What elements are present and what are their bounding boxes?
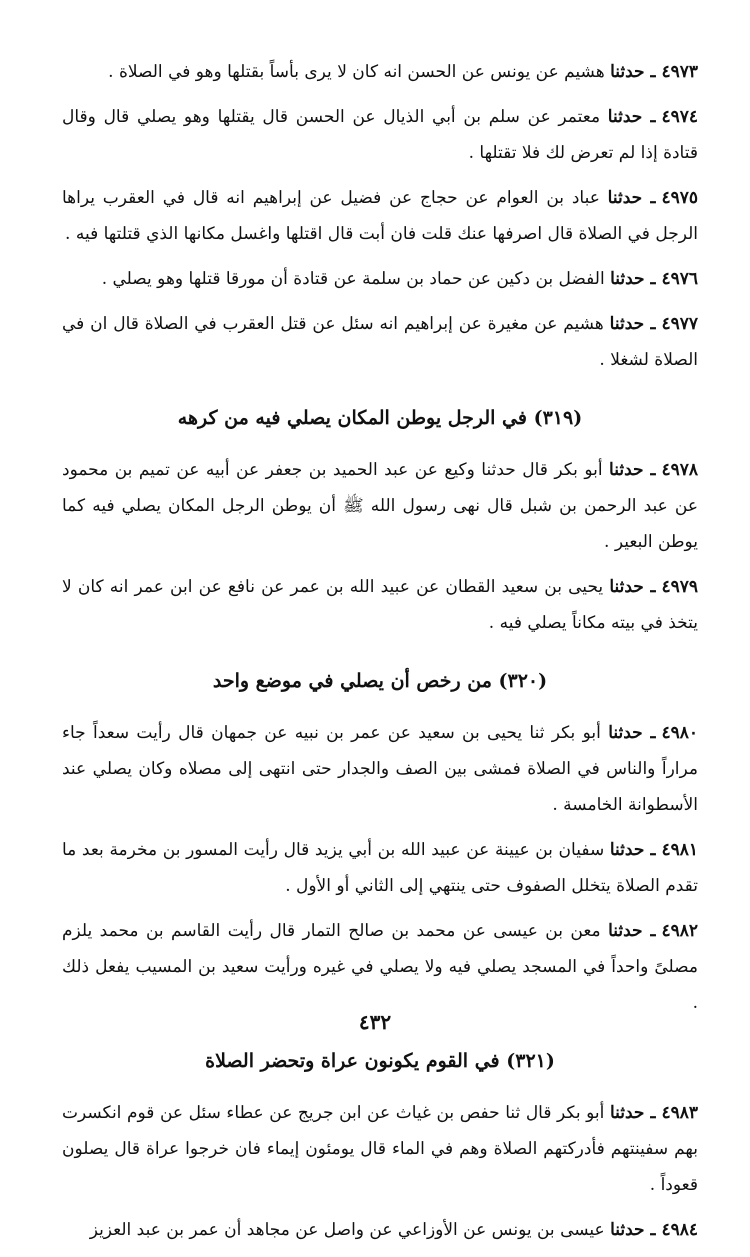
entry-intro: ـ حدثنا: [610, 1220, 656, 1240]
hadith-entry: [62, 452, 698, 560]
entry-number: ٤٩٨٠: [661, 723, 699, 743]
entry-intro: ـ حدثنا: [608, 723, 656, 743]
entry-intro: ـ حدثنا: [608, 921, 656, 941]
entry-number: ٤٩٨١: [661, 840, 699, 860]
page-number: ٤٣٢: [358, 1010, 392, 1034]
entry-number: ٤٩٨٤: [661, 1220, 698, 1240]
entry-text: هشيم عن مغيرة عن إبراهيم انه سئل عن قتل العقرب في الصلاة قال ان في الصلاة لشغلا .: [62, 314, 698, 370]
entry-number: ٤٩٧٧: [661, 314, 699, 334]
entry-text: أبو بكر قال حدثنا وكيع عن عبد الحميد بن جعفر عن أبيه عن تميم بن محمود عن عبد الرحمن بن شبل قال نهى رسول الله ﷺ أن يوطن الرجل المكان يصلي فيه كما يوطن البعير .: [62, 460, 698, 552]
hadith-entry: [62, 569, 698, 641]
hadith-entry: [62, 1212, 698, 1248]
entry-number: ٤٩٧٨: [661, 460, 698, 480]
page-body: [62, 54, 698, 1257]
entry-text: معتمر عن سلم بن أبي الذيال عن الحسن قال يقتلها وهو يصلي قال وقال قتادة إذا لم تعرض لك فلا تقتلها .: [62, 107, 698, 163]
entry-number: ٤٩٧٥: [661, 188, 698, 208]
entry-intro: ـ حدثنا: [607, 107, 656, 127]
entry-number: ٤٩٨٢: [661, 921, 698, 941]
entry-text: الفضل بن دكين عن حماد بن سلمة عن قتادة أن مورقا قتلها وهو يصلي .: [101, 269, 605, 289]
entry-text: أبو بكر ثنا يحيى بن سعيد عن عمر بن نبيه عن جمهان قال رأيت سعداً جاء مراراً والناس في الصلاة فمشى بين الصف والجدار حتى انتهى إلى مصلاه وكان يصلي عند الأسطوانة الخامسة .: [62, 723, 698, 815]
entry-number: ٤٩٧٩: [661, 577, 699, 597]
hadith-entry: [62, 180, 698, 252]
entry-text: عباد بن العوام عن حجاج عن فضيل عن إبراهيم انه قال في العقرب يراها الرجل في الصلاة قال اصرفها عنك قلت فان أبت قال اقتلها واغسل مكانها الذي قتلتها فيه .: [62, 188, 698, 244]
chapter-heading: (٣١٩) في الرجل يوطن المكان يصلي فيه من كرهه: [177, 407, 583, 429]
entry-intro: ـ حدثنا: [609, 1103, 656, 1123]
entry-intro: ـ حدثنا: [609, 840, 656, 860]
hadith-entry: [62, 261, 698, 297]
entry-text: يحيى بن سعيد القطان عن عبيد الله بن عمر عن نافع عن ابن عمر انه كان لا يتخذ في بيته مكاناً يصلي فيه .: [62, 577, 698, 633]
entry-intro: ـ حدثنا: [607, 188, 656, 208]
hadith-entry: [62, 715, 698, 823]
hadith-entry: [62, 306, 698, 378]
entry-text: أبو بكر قال ثنا حفص بن غياث عن ابن جريج عن عطاء سئل عن قوم انكسرت بهم سفينتهم فأدركتهم الصلاة وهم في الماء قال يومئون إيماء فان خرجوا عراة قال يصلون قعوداً .: [62, 1103, 698, 1195]
entry-number: ٤٩٨٣: [661, 1103, 699, 1123]
entry-intro: ـ حدثنا: [609, 314, 656, 334]
entry-intro: ـ حدثنا: [609, 577, 656, 597]
hadith-entry: [62, 913, 698, 1021]
hadith-entry: [62, 1095, 698, 1203]
entry-text: سفيان بن عيينة عن عبيد الله بن أبي يزيد قال رأيت المسور بن مخرمة بعد ما تقدم الصلاة يتخلل الصفوف حتى ينتهي إلى الثاني أو الأول .: [62, 840, 698, 896]
hadith-entry: [62, 99, 698, 171]
entry-intro: ـ حدثنا: [609, 460, 656, 480]
entry-text: عيسى بن يونس عن الأوزاعي عن واصل عن مجاهد أن عمر بن عبد العزيز: [89, 1220, 605, 1240]
entry-intro: ـ حدثنا: [610, 62, 656, 82]
entry-intro: ـ حدثنا: [610, 269, 656, 289]
hadith-entry: [62, 832, 698, 904]
entry-text: معن بن عيسى عن محمد بن صالح التمار قال رأيت القاسم بن محمد يلزم مصلىً واحداً في المسجد يصلي فيه ولا يصلي في غيره ورأيت سعيد بن المسيب يفعل ذلك .: [62, 921, 698, 1013]
entry-text: هشيم عن يونس عن الحسن انه كان لا يرى بأساً بقتلها وهو في الصلاة .: [108, 62, 605, 82]
entry-number: ٤٩٧٣: [661, 62, 698, 82]
chapter-heading: (٣٢١) في القوم يكونون عراة وتحضر الصلاة: [205, 1050, 555, 1072]
entry-number: ٤٩٧٤: [661, 107, 699, 127]
entry-number: ٤٩٧٦: [661, 269, 698, 289]
chapter-heading: (٣٢٠) من رخص أن يصلي في موضع واحد: [212, 670, 548, 692]
hadith-entry: [62, 54, 698, 90]
